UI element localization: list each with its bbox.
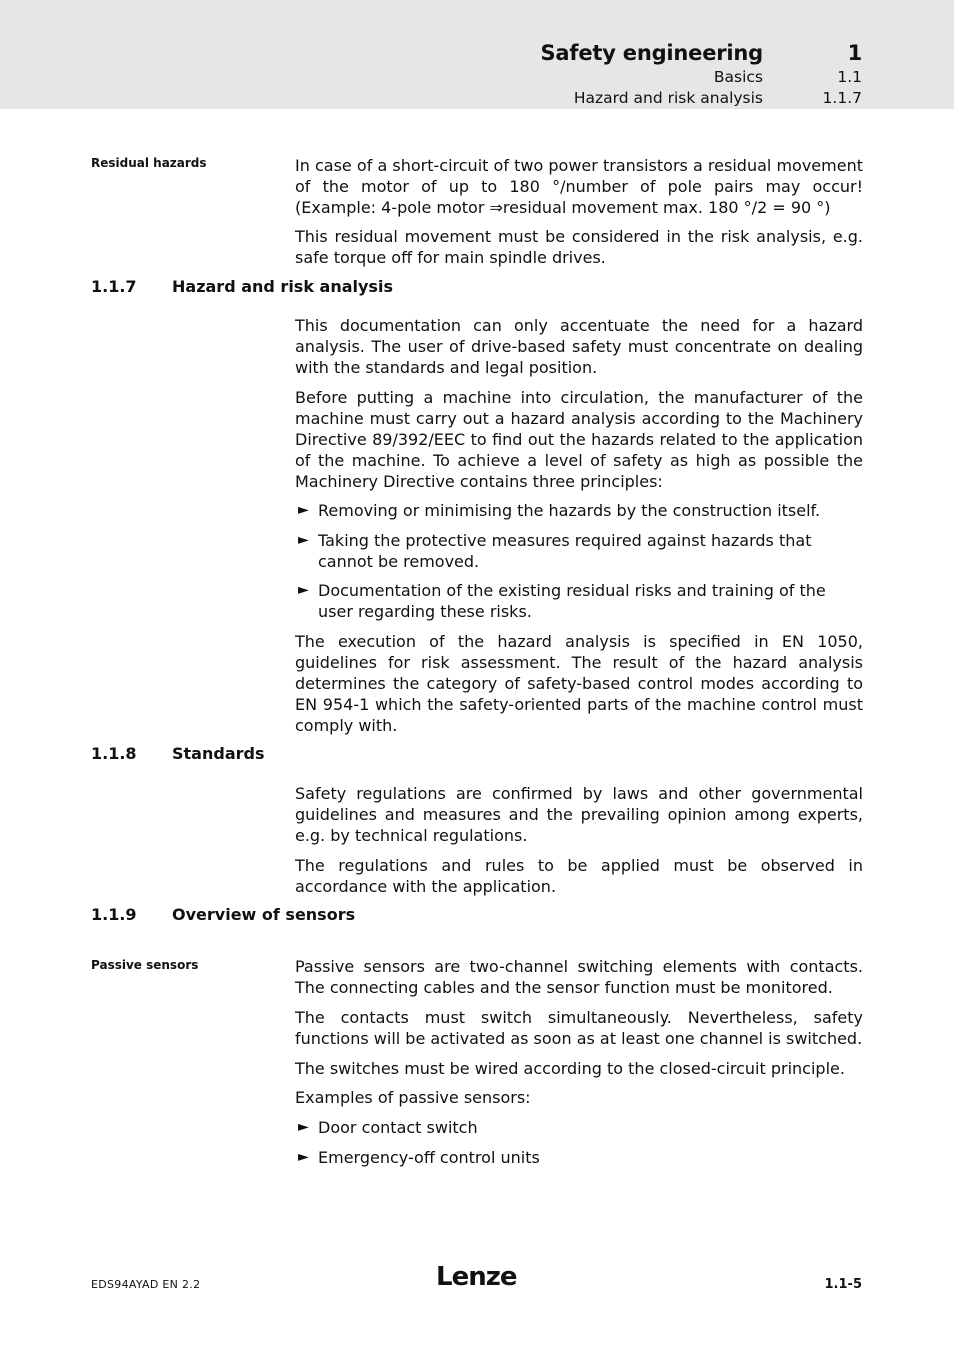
list-item	[298, 1147, 863, 1168]
list-item	[298, 1117, 863, 1138]
subsection-number: 1.1.7	[822, 89, 862, 107]
bullet-arrow-icon: ►	[298, 502, 309, 518]
passive-sensors-label: Passive sensors	[91, 958, 199, 972]
page-number: 1.1-5	[824, 1277, 862, 1292]
residual-hazards-label: Residual hazards	[91, 156, 207, 170]
bullet-arrow-icon: ►	[298, 1149, 309, 1165]
section-title-standards: Standards	[172, 744, 265, 763]
list-item-text: Emergency-off control units	[318, 1148, 540, 1167]
standards-paragraph-1: Safety regulations are confirmed by laws and other governmental guidelines and measures and the prevailing opinion among experts, e.g. by technical regulations.	[295, 784, 863, 845]
list-item	[298, 530, 863, 572]
hazard-paragraph-1: This documentation can only accentuate the need for a hazard analysis. The user of drive-based safety must concentrate on dealing with the standards and legal position.	[295, 316, 863, 377]
subsection-title: Hazard and risk analysis	[573, 89, 763, 107]
standards-paragraph-2: The regulations and rules to be applied must be observed in accordance with the application.	[295, 856, 863, 896]
chapter-title: Safety engineering	[540, 41, 763, 65]
section-number: 1.1	[837, 68, 862, 86]
residual-paragraph-2: This residual movement must be considered in the risk analysis, e.g. safe torque off for main spindle drives.	[295, 227, 863, 267]
list-item-text: Documentation of the existing residual risks and training of the user regarding these risks.	[318, 581, 826, 621]
section-title-sensors: Overview of sensors	[172, 905, 356, 924]
section-number-standards: 1.1.8	[91, 744, 137, 763]
sensors-paragraph-3: The switches must be wired according to the closed-circuit principle.	[295, 1059, 845, 1078]
section-title-hazard: Hazard and risk analysis	[172, 277, 393, 296]
header-band	[0, 0, 954, 109]
section-number-hazard: 1.1.7	[91, 277, 137, 296]
sensors-paragraph-4: Examples of passive sensors:	[295, 1088, 531, 1107]
sensors-paragraph-2: The contacts must switch simultaneously. Nevertheless, safety functions will be activated as soon as at least one channel is switched.	[295, 1008, 863, 1048]
lenze-logo	[436, 1262, 516, 1292]
sensors-paragraph-1: Passive sensors are two-channel switching elements with contacts. The connecting cables and the sensor function must be monitored.	[295, 957, 863, 997]
section-number-sensors: 1.1.9	[91, 905, 137, 924]
bullet-arrow-icon: ►	[298, 582, 309, 598]
chapter-number: 1	[847, 41, 862, 65]
list-item	[298, 500, 863, 521]
list-item	[298, 580, 863, 622]
logo-text: Lenze	[436, 1262, 517, 1292]
list-item-text: Door contact switch	[318, 1118, 478, 1137]
document-id: EDS94AYAD EN 2.2	[91, 1278, 201, 1291]
section-title: Basics	[713, 68, 763, 86]
residual-paragraph-1: In case of a short-circuit of two power transistors a residual movement of the motor of up to 180 °/number of pole pairs may occur! (Example: 4-pole motor ⇒residual movement max. 180 °/2 = 90 °)	[295, 156, 863, 217]
hazard-paragraph-2: Before putting a machine into circulation, the manufacturer of the machine must carry out a hazard analysis according to the Machinery Directive 89/392/EEC to find out the hazards related to the application of the machine. To achieve a level of safety as high as possible the Machinery Directive contains three principles:	[295, 388, 863, 491]
list-item-text: Taking the protective measures required against hazards that cannot be removed.	[318, 531, 812, 571]
list-item-text: Removing or minimising the hazards by the construction itself.	[318, 501, 821, 520]
hazard-paragraph-3: The execution of the hazard analysis is specified in EN 1050, guidelines for risk assessment. The result of the hazard analysis determines the category of safety-based control modes according to EN 954-1 which the safety-oriented parts of the machine control must comply with.	[295, 632, 863, 735]
bullet-arrow-icon: ►	[298, 1119, 309, 1135]
bullet-arrow-icon: ►	[298, 532, 309, 548]
